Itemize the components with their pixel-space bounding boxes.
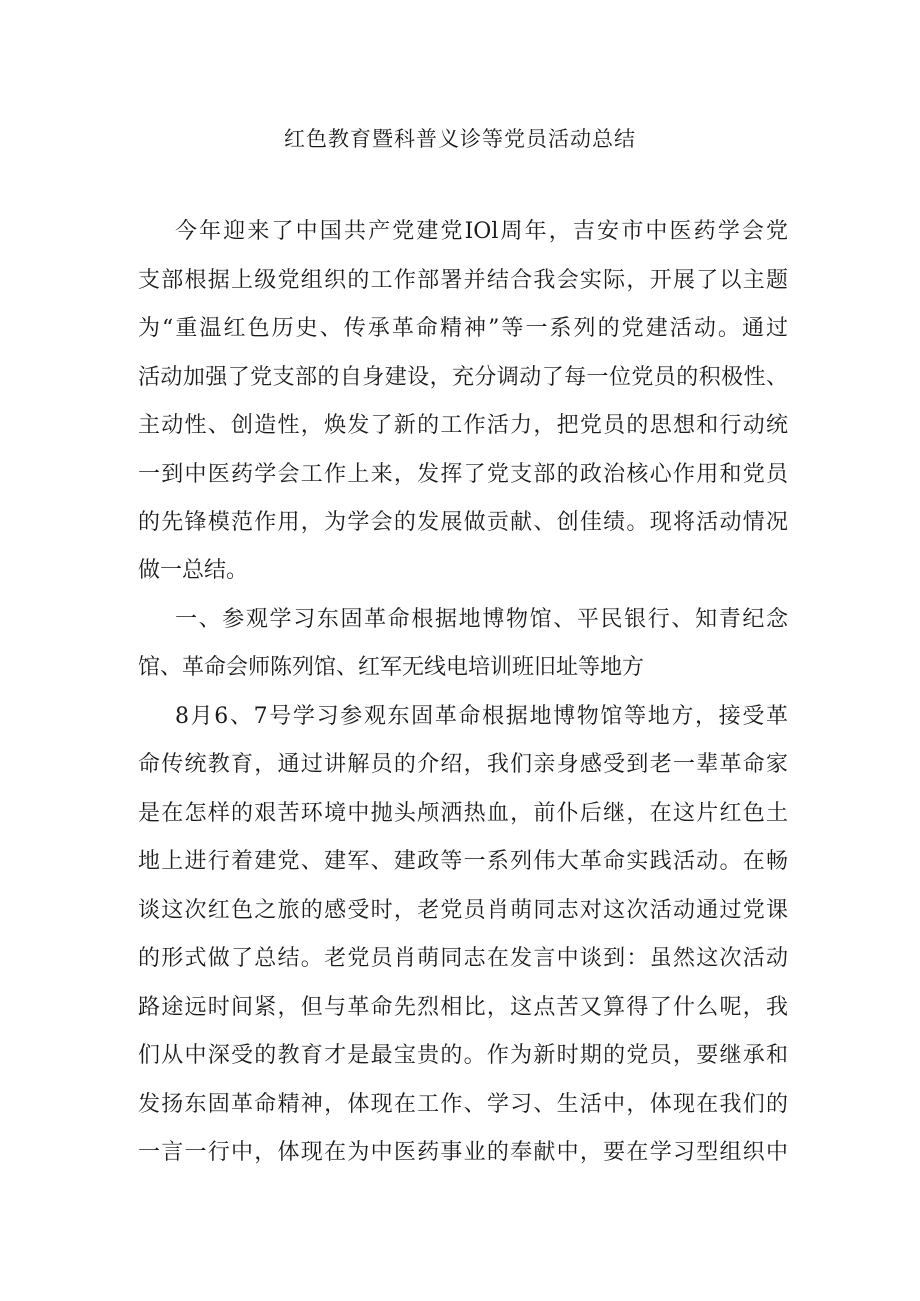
paragraph-line: 主动性、创造性，焕发了新的工作活力，把党员的思想和行动统	[138, 413, 788, 438]
paragraph-line: 发扬东固革命精神，体现在工作、学习、生活中，体现在我们的	[138, 1092, 788, 1117]
document-title: 红色教育暨科普义诊等党员活动总结	[284, 127, 636, 151]
paragraph-line: 一到中医药学会工作上来，发挥了党支部的政治核心作用和党员	[138, 462, 788, 487]
paragraph-line: 是在怎样的艰苦环境中抛头颅洒热血，前仆后继，在这片红色土	[138, 801, 788, 826]
paragraph-line: 做一总结。	[138, 558, 249, 583]
paragraph-line: 今年迎来了中国共产党建党IOl周年，吉安市中医药学会党	[175, 219, 788, 244]
paragraph-line: 路途远时间紧，但与革命先烈相比，这点苦又算得了什么呢，我	[138, 995, 788, 1020]
paragraph-line: 命传统教育，通过讲解员的介绍，我们亲身感受到老一辈革命家	[138, 752, 788, 777]
paragraph-line: 地上进行着建党、建军、建政等一系列伟大革命实践活动。在畅	[138, 849, 788, 874]
paragraph-line: 的先锋模范作用，为学会的发展做贡献、创佳绩。现将活动情况	[138, 510, 788, 535]
paragraph-line: 活动加强了党支部的自身建设，充分调动了每一位党员的积极性、	[138, 365, 788, 390]
paragraph-line: 8月6、7号学习参观东固革命根据地博物馆等地方，接受革	[175, 704, 788, 729]
paragraph-line: 一言一行中，体现在为中医药事业的奉献中，要在学习型组织中	[138, 1140, 788, 1165]
section-heading-line: 一、参观学习东固革命根据地博物馆、平民银行、知青纪念	[175, 607, 788, 632]
paragraph-line: 谈这次红色之旅的感受时，老党员肖萌同志对这次活动通过党课	[138, 898, 788, 923]
section-heading-line: 馆、革命会师陈列馆、红军无线电培训班旧址等地方	[138, 655, 645, 680]
paragraph-line: 们从中深受的教育才是最宝贵的。作为新时期的党员，要继承和	[138, 1043, 788, 1068]
paragraph-line: 为“重温红色历史、传承革命精神”等一系列的党建活动。通过	[138, 316, 788, 341]
paragraph-line: 的形式做了总结。老党员肖萌同志在发言中谈到：虽然这次活动	[138, 946, 788, 971]
paragraph-line: 支部根据上级党组织的工作部署并结合我会实际，开展了以主题	[138, 268, 788, 293]
